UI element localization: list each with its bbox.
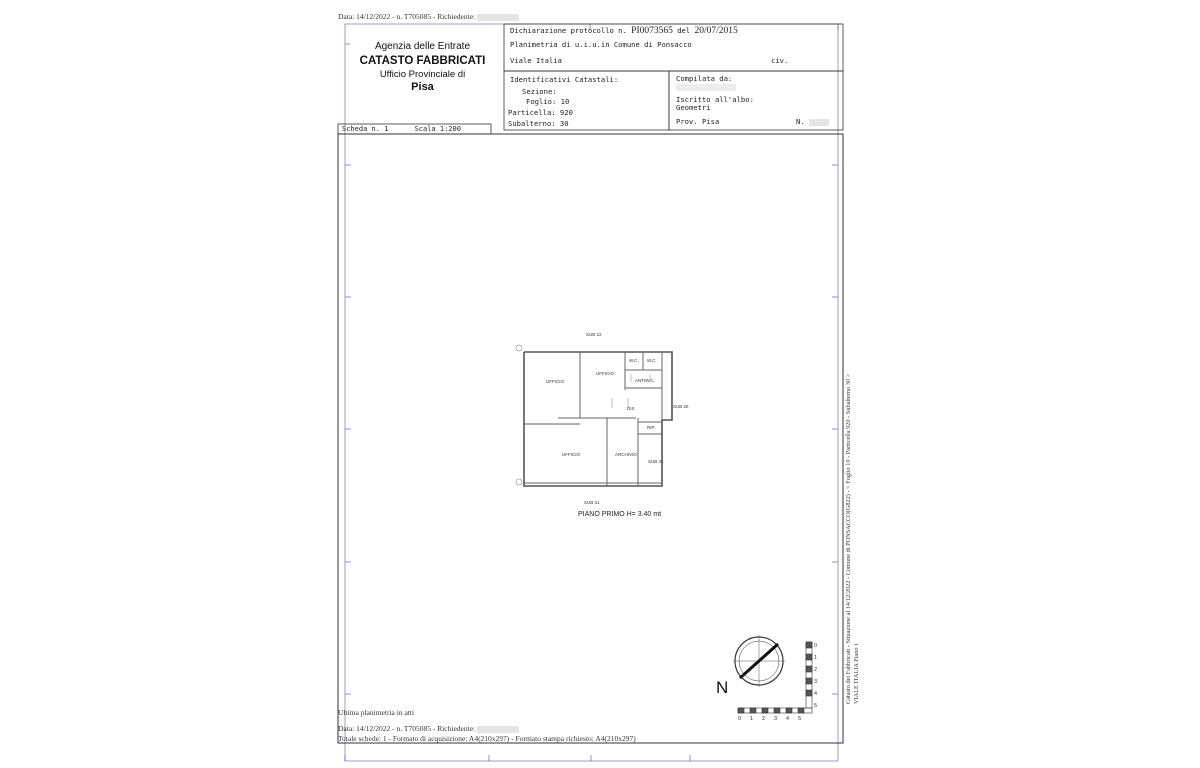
scale-tick-h-0: 0: [738, 716, 742, 720]
catasto-title: CATASTO FABBRICATI: [359, 55, 486, 67]
label-rip: RIP.: [647, 425, 656, 430]
label-sub31-bottom: SUB 31: [584, 500, 600, 505]
dichiarazione-line: [510, 26, 738, 36]
scheda-number: Scheda n. 1: [342, 125, 389, 133]
n-text: N.: [796, 117, 805, 126]
scheda-scale: Scala 1:200: [414, 125, 461, 133]
protocollo-number: PI0073565: [631, 26, 673, 36]
iscritto-label: Iscritto all'albo:: [676, 95, 754, 104]
side-caption-line2: VIALE ITALIA Piano 1: [853, 642, 860, 704]
compilata-title: Compilata da:: [676, 74, 733, 83]
scale-tick-h-4: 4: [786, 716, 790, 720]
agency-name: Agenzia delle Entrate: [374, 41, 471, 52]
label-ufficio-bottom: UFFICIO: [562, 452, 580, 457]
scale-tick-v-4: 4: [814, 691, 818, 697]
protocollo-date: 20/07/2015: [694, 26, 738, 36]
subalterno-value: Subalterno: 30: [508, 119, 569, 128]
ufficio-label: Ufficio Provinciale di: [379, 69, 466, 80]
label-sub26: SUB 26: [673, 404, 689, 409]
scale-tick-v-0: 0: [814, 643, 818, 649]
del-label: del: [677, 26, 691, 35]
label-ufficio-top: UFFICIO: [596, 371, 614, 376]
address-line: Viale Italia: [510, 56, 562, 65]
agency-block: [350, 41, 495, 93]
redacted-n: [809, 119, 829, 126]
geometri-label: Geometri: [676, 103, 711, 112]
scale-tick-v-2: 2: [814, 667, 818, 673]
ultima-planimetria: Ultima planimetria in atti: [338, 708, 415, 717]
scale-tick-h-2: 2: [762, 716, 766, 720]
piano-label: PIANO PRIMO H= 3.40 mt: [578, 511, 662, 518]
foglio-value: Foglio: 10: [526, 97, 570, 106]
label-wc-left: W.C.: [629, 358, 639, 363]
province-name: Pisa: [411, 81, 434, 93]
label-sub31-right: SUB 31: [648, 459, 664, 464]
north-label: N: [716, 678, 729, 697]
redacted-footer-requester: [477, 726, 519, 733]
label-dis: DIS: [627, 406, 635, 411]
label-sub22: SUB 22: [586, 332, 602, 337]
identificativi-title: Identificativi Catastali:: [510, 75, 619, 84]
civ-label: civ.: [771, 56, 789, 65]
side-caption-line1: Catasto dei Fabbricati - Situazione al 14/12/2022 - Comune di PONSACCO(G822) - < Foglio 10 - Particella 920 - Subalterno 30 >: [845, 373, 852, 704]
scale-tick-h-1: 1: [750, 716, 754, 720]
floor-plan: [510, 330, 690, 515]
scale-tick-v-5: 5: [814, 703, 818, 709]
particella-value: Particella: 920: [508, 108, 573, 117]
redacted-compilata: [676, 84, 736, 91]
scheda-row: [342, 125, 461, 133]
scale-tick-h-3: 3: [774, 716, 778, 720]
scale-ruler: [736, 640, 818, 720]
sezione-label: Sezione:: [522, 87, 557, 96]
scale-tick-h-5: 5: [798, 716, 802, 720]
scale-tick-v-3: 3: [814, 679, 818, 685]
footer-request-text: Data: 14/12/2022 - n. T705085 - Richiedente:: [338, 724, 476, 733]
label-archivio: ARCHIVIO: [615, 452, 637, 457]
dichiarazione-label: Dichiarazione protocollo n.: [510, 26, 627, 35]
totale-schede: Totale schede: 1 - Formato di acquisizione: A4(210x297) - Formato stampa richiesto: A4(210x297): [338, 734, 636, 743]
planimetria-line: Planimetria di u.i.u.in Comune di Ponsacco: [510, 40, 692, 49]
footer-request-line: [338, 724, 519, 733]
label-wc-right: W.C.: [647, 358, 657, 363]
label-antiwc: ANTIW.C.: [635, 378, 655, 383]
scale-tick-v-1: 1: [814, 655, 818, 661]
prov-label: Prov. Pisa: [676, 117, 720, 126]
label-ufficio-top-left: UFFICIO: [546, 379, 564, 384]
n-label: [796, 117, 829, 126]
side-caption: [840, 300, 870, 710]
top-request-text: Data: 14/12/2022 - n. T705085 - Richiedente:: [338, 12, 476, 21]
